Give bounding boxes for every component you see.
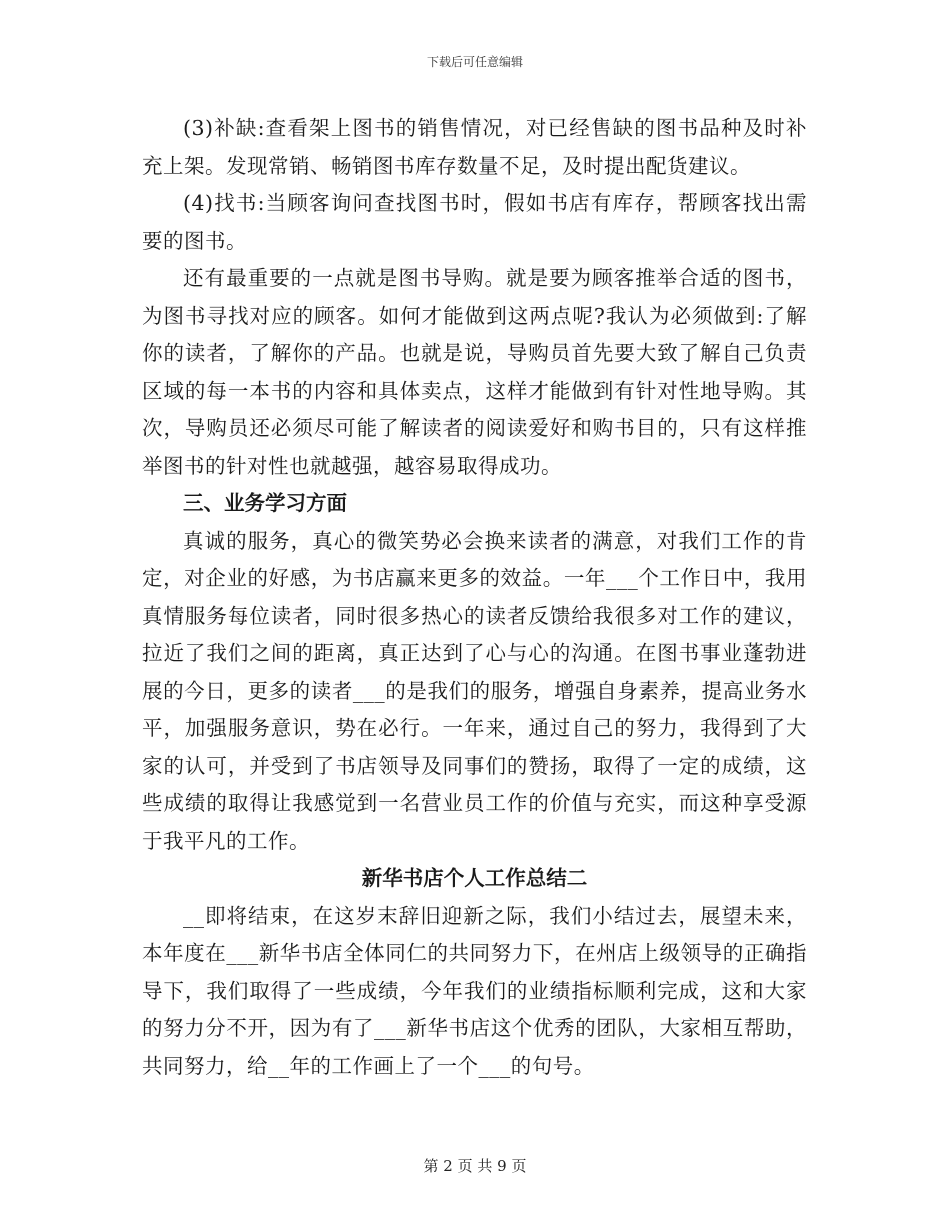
page-indicator: 第 2 页 共 9 页 <box>423 1157 527 1175</box>
paragraph-find-book: (4)找书:当顾客询问查找图书时，假如书店有库存，帮顾客找出需要的图书。 <box>142 191 807 253</box>
paragraph-summary-2: __即将结束，在这岁末辞旧迎新之际，我们小结过去，展望未来，本年度在___新华书店全体同仁的共同努力下，在州店上级领导的正确指导下，我们取得了一些成绩，今年我们的业绩指标顺利完成，这和大家的努力分不开，因为有了___新华书店这个优秀的团队，大家相互帮助，共同努力，给__年的工作画上了一个___的句号。 <box>142 903 807 1078</box>
paragraph-book-guide: 还有最重要的一点就是图书导购。就是要为顾客推举合适的图书，为图书寻找对应的顾客。如何才能做到这两点呢?我认为必须做到:了解你的读者，了解你的产品。也就是说，导购员首先要大致了解自己负责区域的每一本书的内容和具体卖点，这样才能做到有针对性地导购。其次，导购员还必须尽可能了解读者的阅读爱好和购书目的，只有这样推举图书的针对性也就越强，越容易取得成功。 <box>142 266 807 478</box>
paragraph-restock: (3)补缺:查看架上图书的销售情况，对已经售缺的图书品种及时补充上架。发现常销、畅销图书库存数量不足，及时提出配货建议。 <box>142 116 807 178</box>
document-title-summary-2: 新华书店个人工作总结二 <box>361 866 588 890</box>
paragraph-service: 真诚的服务，真心的微笑势必会换来读者的满意，对我们工作的肯定，对企业的好感，为书店赢来更多的效益。一年___个工作日中，我用真情服务每位读者，同时很多热心的读者反馈给我很多对工作的建议，拉近了我们之间的距离，真正达到了心与心的沟通。在图书事业蓬勃进展的今日，更多的读者___的是我们的服务，增强自身素养，提高业务水平，加强服务意识，势在必行。一年来，通过自己的努力，我得到了大家的认可，并受到了书店领导及同事们的赞扬，取得了一定的成绩，这些成绩的取得让我感觉到一名营业员工作的价值与充实，而这种享受源于我平凡的工作。 <box>142 528 807 853</box>
section-heading-business-study: 三、业务学习方面 <box>183 491 347 515</box>
page-header-note: 下载后可任意编辑 <box>426 55 523 69</box>
document-body <box>142 110 807 1085</box>
